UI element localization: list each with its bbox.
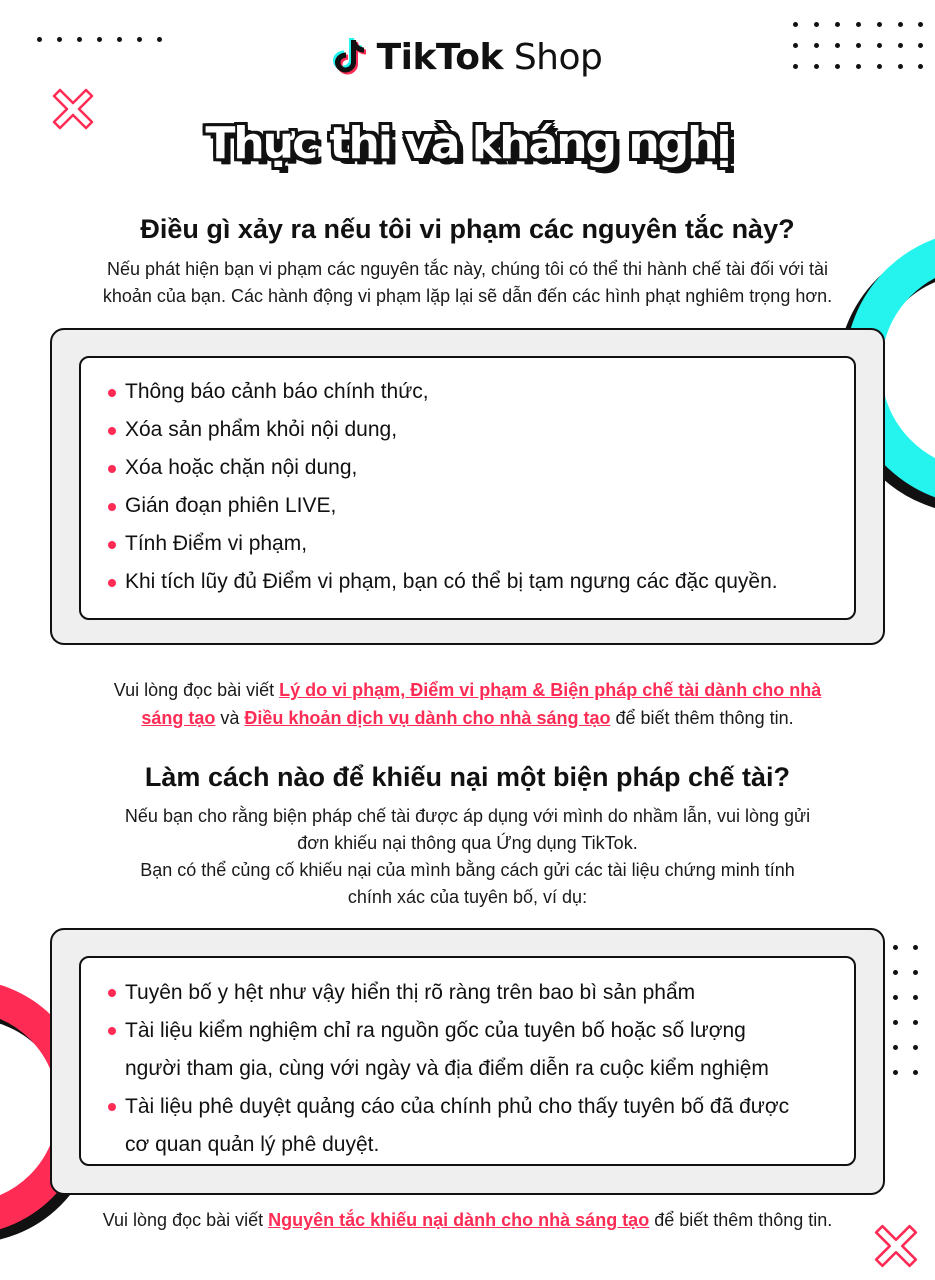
enforcement-article-link-cont[interactable]: sáng tạo xyxy=(141,708,216,728)
section2-read-more-note: Vui lòng đọc bài viết Nguyên tắc khiếu nại dành cho nhà sáng tạo để biết thêm thông tin. xyxy=(102,1210,833,1230)
list-item: Thông báo cảnh báo chính thức, xyxy=(105,377,778,415)
section1-heading: Điều gì xảy ra nếu tôi vi phạm các nguyên tắc này? xyxy=(140,214,795,244)
list-item: Gián đoạn phiên LIVE, xyxy=(105,491,778,529)
enforcement-article-link[interactable]: Lý do vi phạm, Điểm vi phạm & Biện pháp chế tài dành cho nhà xyxy=(279,680,822,700)
appeal-guidelines-link[interactable]: Nguyên tắc khiếu nại dành cho nhà sáng tạo xyxy=(268,1210,650,1230)
dot-grid-right-decoration xyxy=(893,945,923,1075)
section2-heading: Làm cách nào để khiếu nại một biện pháp chế tài? xyxy=(144,762,791,792)
penalty-list-card xyxy=(79,356,856,620)
appeal-list-card xyxy=(79,956,856,1166)
list-item: Tuyên bố y hệt như vậy hiển thị rõ ràng trên bao bì sản phẩm xyxy=(105,974,845,1012)
section2-intro xyxy=(70,803,865,911)
section2-intro-line: chính xác của tuyên bố, ví dụ: xyxy=(347,887,588,907)
list-item: Tính Điểm vi phạm, xyxy=(105,529,778,567)
section2-intro-line: đơn khiếu nại thông qua Ứng dụng TikTok. xyxy=(297,833,638,853)
section1-intro-line: khoản của bạn. Các hành động vi phạm lặp lại sẽ dẫn đến các hình phạt nghiêm trọng hơn. xyxy=(102,286,833,306)
tiktok-shop-logo xyxy=(0,36,935,78)
list-item: Tài liệu kiểm nghiệm chỉ ra nguồn gốc của tuyên bố hoặc số lượng người tham gia, cùng với ngày và địa điểm diễn ra cuộc kiểm nghiệm xyxy=(105,1012,845,1088)
list-item: Khi tích lũy đủ Điểm vi phạm, bạn có thể bị tạm ngưng các đặc quyền. xyxy=(105,567,778,605)
section2-intro-line: Nếu bạn cho rằng biện pháp chế tài được áp dụng với mình do nhầm lẫn, vui lòng gửi xyxy=(124,806,811,826)
list-item: Tài liệu phê duyệt quảng cáo của chính phủ cho thấy tuyên bố đã được cơ quan quản lý phê duyệt. xyxy=(105,1088,845,1164)
page-title: Thực thi và kháng nghị xyxy=(205,118,730,169)
penalty-list xyxy=(105,377,778,605)
list-item: Xóa sản phẩm khỏi nội dung, xyxy=(105,415,778,453)
section1-read-more-note: Vui lòng đọc bài viết Lý do vi phạm, Điểm vi phạm & Biện pháp chế tài dành cho nhà sáng tạo và Điều khoản dịch vụ dành cho nhà sáng tạo để biết thêm thông tin. xyxy=(113,680,822,728)
section2-intro-line: Bạn có thể củng cố khiếu nại của mình bằng cách gửi các tài liệu chứng minh tính xyxy=(140,860,795,880)
list-item: Xóa hoặc chặn nội dung, xyxy=(105,453,778,491)
section1-intro-line: Nếu phát hiện bạn vi phạm các nguyên tắc này, chúng tôi có thể thi hành chế tài đối với tài xyxy=(107,259,828,279)
logo-wordmark: TikTok Shop xyxy=(376,36,603,78)
tiktok-logo-icon xyxy=(333,36,367,78)
section1-intro xyxy=(70,256,865,310)
terms-of-service-link[interactable]: Điều khoản dịch vụ dành cho nhà sáng tạo xyxy=(244,708,611,728)
cross-icon xyxy=(872,1222,920,1270)
page-title-wrap xyxy=(0,118,935,169)
appeal-list xyxy=(105,974,845,1164)
